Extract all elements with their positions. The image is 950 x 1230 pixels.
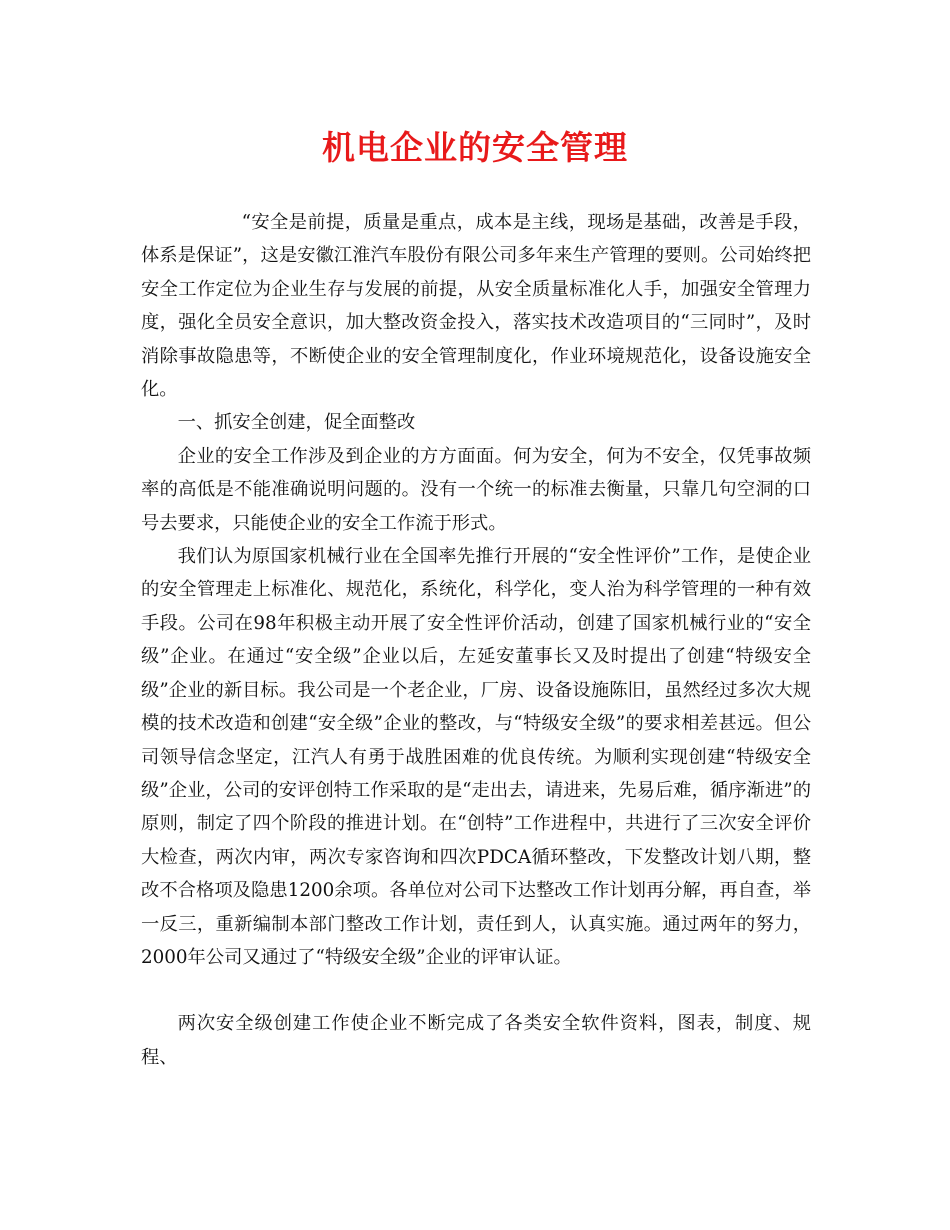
paragraph-3: 我们认为原国家机械行业在全国率先推行开展的“安全性评价”工作，是使企业的安全管理走上标准化、规范化，系统化，科学化，变人治为科学管理的一种有效手段。公司在98年积极主动开展了安全性评价活动，创建了国家机械行业的“安全级”企业。在通过“安全级”企业以后，左延安董事长又及时提出了创建“特级安全级”企业的新目标。我公司是一个老企业，厂房、设备设施陈旧，虽然经过多次大规模的技术改造和创建“安全级”企业的整改，与“特级安全级”的要求相差甚远。但公司领导信念坚定，江汽人有勇于战胜困难的优良传统。为顺利实现创建“特级安全级”企业，公司的安评创特工作采取的是“走出去，请进来，先易后难，循序渐进”的原则，制定了四个阶段的推进计划。在“创特”工作进程中，共进行了三次安全评价大检查，两次内审，两次专家咨询和四次PDCA循环整改，下发整改计划八期，整改不合格项及隐患1200余项。各单位对公司下达整改工作计划再分解，再自查，举一反三，重新编制本部门整改工作计划，责任到人，认真实施。通过两年的努力，2000年公司又通过了“特级安全级”企业的评审认证。 [141,546,811,968]
document-body [141,206,811,1074]
paragraph-4: 两次安全级创建工作使企业不断完成了各类安全软件资料，图表，制度、规程、 [141,1013,811,1068]
document-title: 机电企业的安全管理 [322,128,628,167]
section-heading-1: 一、抓安全创建，促全面整改 [177,412,416,434]
paragraph-intro: “安全是前提，质量是重点，成本是主线，现场是基础，改善是手段，体系是保证”，这是安徽江淮汽车股份有限公司多年来生产管理的要则。公司始终把安全工作定位为企业生存与发展的前提，从安全质量标准化人手，加强安全管理力度，强化全员安全意识，加大整改资金投入，落实技术改造项目的“三同时”，及时消除事故隐患等，不断使企业的安全管理制度化，作业环境规范化，设备设施安全化。 [141,212,811,401]
paragraph-2: 企业的安全工作涉及到企业的方方面面。何为安全，何为不安全，仅凭事故频率的高低是不能准确说明问题的。没有一个统一的标准去衡量，只靠几句空洞的口号去要求，只能使企业的安全工作流于形式。 [141,445,811,534]
